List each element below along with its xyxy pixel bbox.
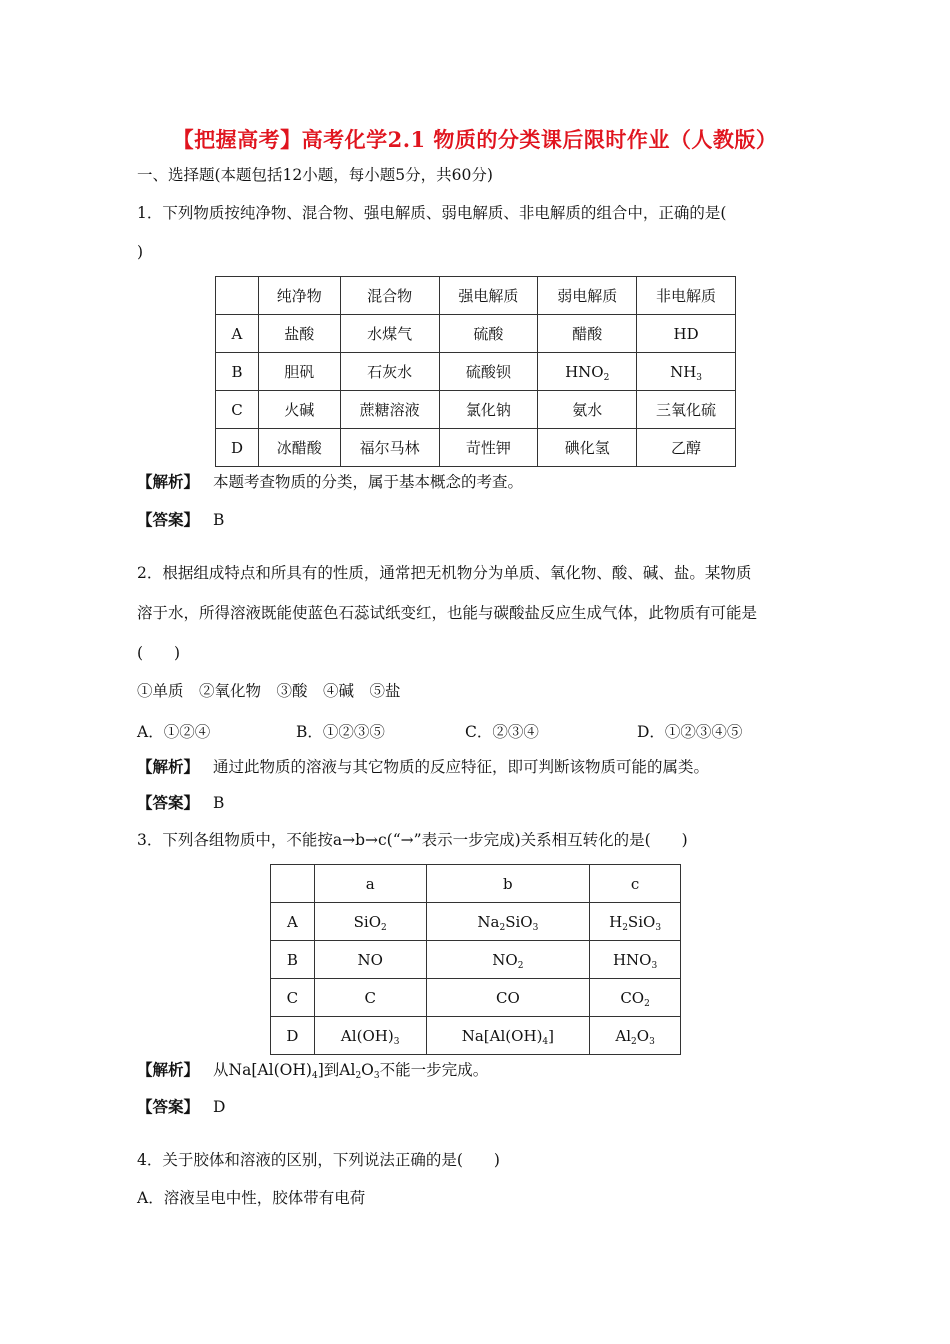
q2-option-a: A．①②④ [137,723,211,741]
analysis-text: 通过此物质的溶液与其它物质的反应特征，即可判断该物质可能的属类。 [213,758,710,776]
table-header-cell: 非电解质 [637,277,736,315]
table-row [271,979,681,1017]
table-cell: 硫酸 [439,315,538,353]
table-header-cell: c [590,865,681,903]
table-row [271,903,681,941]
q2-option-d: D．①②③④⑤ [637,723,743,741]
q3-stem: 3．下列各组物质中，不能按a→b→c(“→”表示一步完成)关系相互转化的是( ) [137,831,688,849]
q3-table [270,864,681,1055]
table-header-cell: 纯净物 [258,277,340,315]
table-row [216,429,736,467]
table-cell: 氯化钠 [439,391,538,429]
table-cell: C [314,979,426,1017]
table-header-cell: 混合物 [340,277,439,315]
q1-table [215,276,736,467]
table-cell: SiO$_2$ [314,903,426,941]
analysis-text: 从$Na[Al(OH)_4]$到$Al_2O_3$不能一步完成。 [213,1061,489,1081]
table-header-cell: 强电解质 [439,277,538,315]
table-cell: 三氧化硫 [637,391,736,429]
table-header-cell: a [314,865,426,903]
answer-tag: 【答案】 [137,511,200,529]
table-cell [216,277,259,315]
table-cell: NO [314,941,426,979]
q4-option-a: A．溶液呈电中性，胶体带有电荷 [137,1189,366,1207]
table-cell: $Al_2O_3$ [590,1017,681,1055]
table-cell: 盐酸 [258,315,340,353]
table-cell: CO [426,979,590,1017]
table-cell: $HNO_2$ [538,353,637,391]
answer-tag: 【答案】 [137,794,200,812]
table-cell: 硫酸钡 [439,353,538,391]
q2-option-c: C．②③④ [465,723,539,741]
row-label: A [216,315,259,353]
table-cell: $Al(OH)_3$ [314,1017,426,1055]
table-cell: 苛性钾 [439,429,538,467]
q3-table-header-row [271,865,681,903]
table-cell: 冰醋酸 [258,429,340,467]
table-cell: 氨水 [538,391,637,429]
q1-table-header-row [216,277,736,315]
section-heading: 一、选择题(本题包括12小题，每小题5分，共60分) [137,166,493,184]
row-label: A [271,903,315,941]
table-row [216,391,736,429]
table-cell: 碘化氢 [538,429,637,467]
q3-answer [137,1097,225,1117]
q1-stem-line1: 1．下列物质按纯净物、混合物、强电解质、弱电解质、非电解质的组合中，正确的是( [137,204,727,222]
answer-tag: 【答案】 [137,1098,200,1116]
table-row [271,1017,681,1055]
table-cell: $CO_2$ [590,979,681,1017]
table-cell: 石灰水 [340,353,439,391]
row-label: C [216,391,259,429]
row-label: B [271,941,315,979]
answer-text: B [213,511,225,529]
q2-option-b: B．①②③⑤ [296,723,385,741]
table-cell: $NH_3$ [637,353,736,391]
row-label: D [271,1017,315,1055]
table-cell: 火碱 [258,391,340,429]
table-row [216,353,736,391]
q1-analysis [137,472,523,492]
q2-analysis [137,757,709,777]
table-header-cell: 弱电解质 [538,277,637,315]
table-cell: $NO_2$ [426,941,590,979]
table-cell: 醋酸 [538,315,637,353]
table-header-cell: b [426,865,590,903]
table-row [271,941,681,979]
q2-items: ①单质 ②氧化物 ③酸 ④碱 ⑤盐 [137,682,401,700]
q1-stem-line2: ) [137,243,144,261]
q1-answer [137,510,224,530]
analysis-text: 本题考查物质的分类，属于基本概念的考查。 [213,473,524,491]
q2-stem-line1: 2．根据组成特点和所具有的性质，通常把无机物分为单质、氧化物、酸、碱、盐。某物质 [137,564,752,582]
table-cell [271,865,315,903]
table-cell: 福尔马林 [340,429,439,467]
q3-analysis [137,1060,488,1083]
table-cell: 胆矾 [258,353,340,391]
q2-answer [137,793,224,813]
analysis-tag: 【解析】 [137,1061,200,1079]
q4-stem: 4．关于胶体和溶液的区别，下列说法正确的是( ) [137,1151,500,1169]
table-cell: 乙醇 [637,429,736,467]
table-cell: HD [637,315,736,353]
row-label: C [271,979,315,1017]
table-cell: $Na_2SiO_3$ [426,903,590,941]
document-title: 【把握高考】高考化学2.1 物质的分类课后限时作业（人教版） [172,127,778,152]
row-label: D [216,429,259,467]
answer-text: D [213,1098,226,1116]
analysis-tag: 【解析】 [137,758,200,776]
table-cell: $HNO_3$ [590,941,681,979]
answer-text: B [213,794,225,812]
q2-stem-line3: ( ) [137,644,181,662]
table-cell: 水煤气 [340,315,439,353]
table-cell: 蔗糖溶液 [340,391,439,429]
table-cell: $Na[Al(OH)_4]$ [426,1017,590,1055]
table-cell: $H_2SiO_3$ [590,903,681,941]
q2-stem-line2: 溶于水，所得溶液既能使蓝色石蕊试纸变红，也能与碳酸盐反应生成气体，此物质有可能是 [137,604,758,622]
table-row [216,315,736,353]
row-label: B [216,353,259,391]
analysis-tag: 【解析】 [137,473,200,491]
